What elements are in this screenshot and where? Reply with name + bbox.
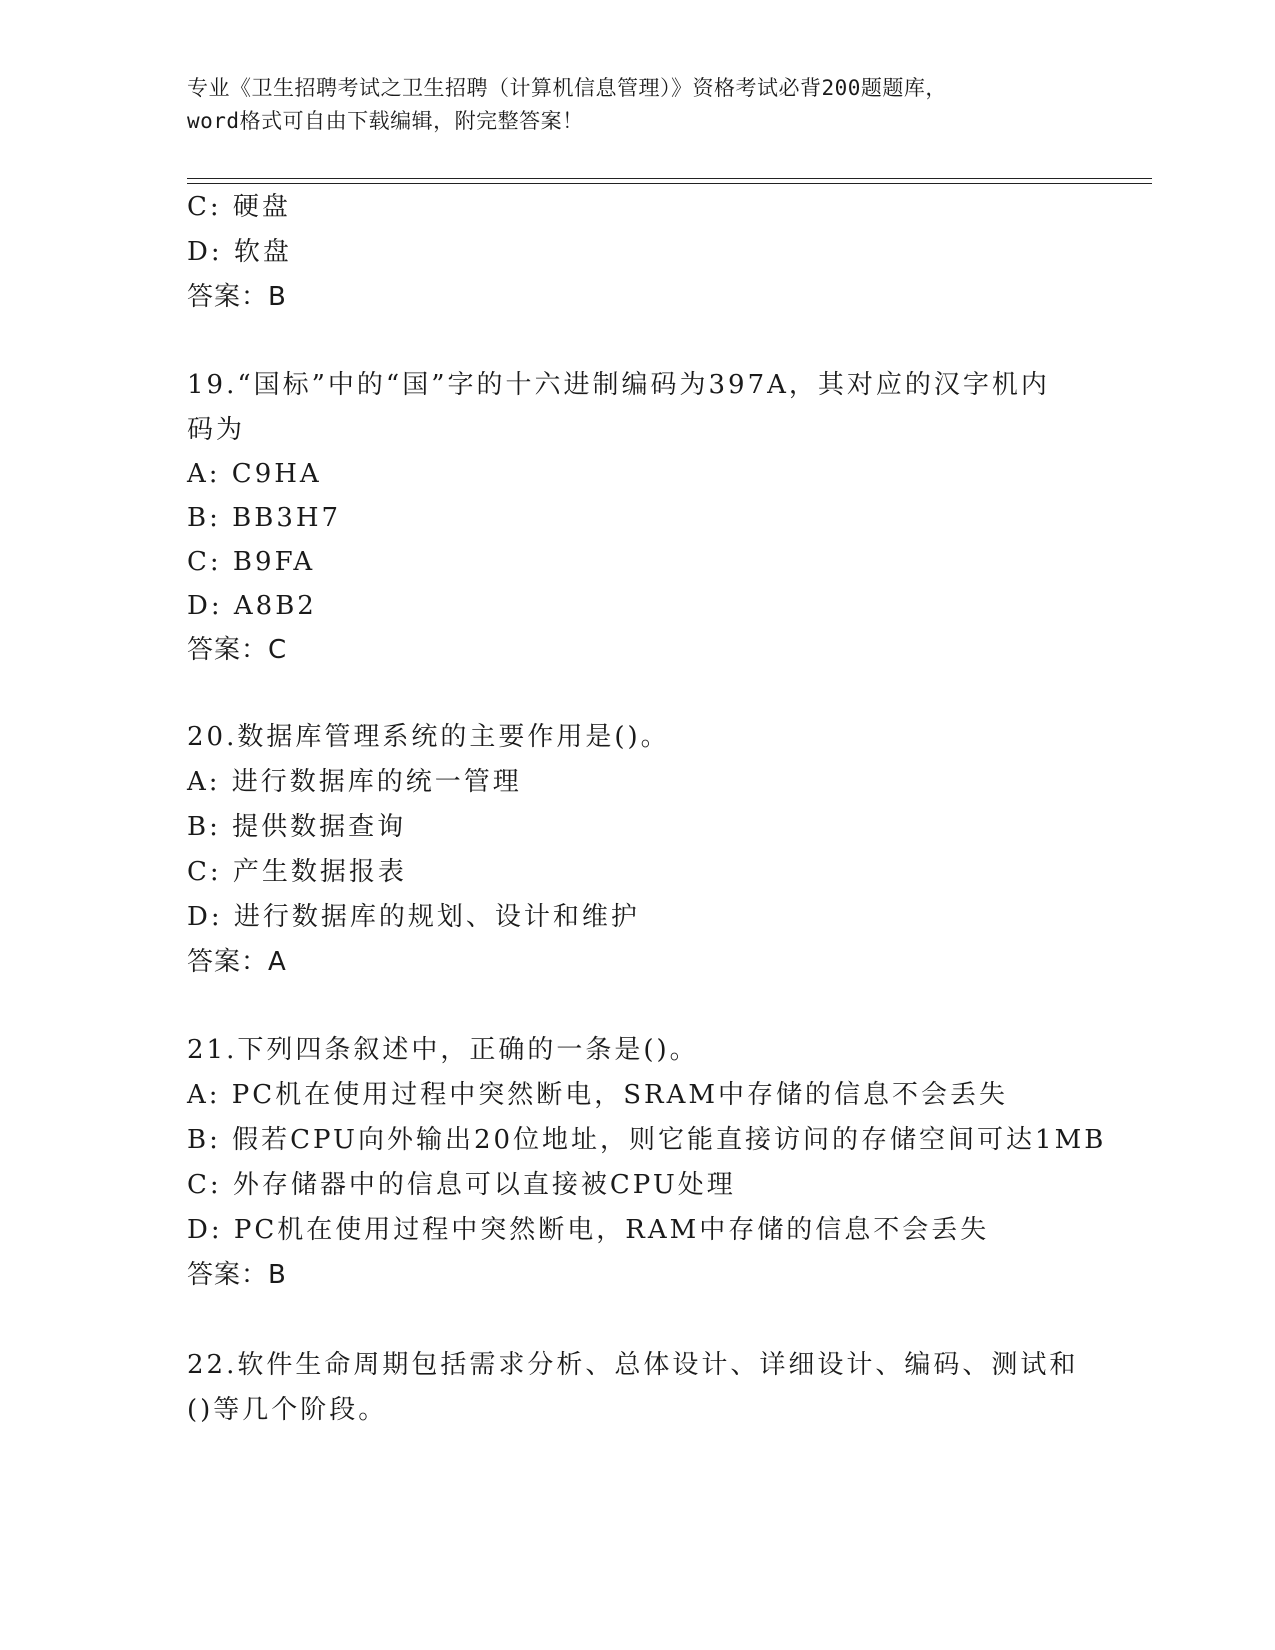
q21-option-a: A: PC机在使用过程中突然断电，SRAM中存储的信息不会丢失: [187, 1080, 1008, 1110]
q19-question-line1: 19.“国标”中的“国”字的十六进制编码为397A，其对应的汉字机内: [187, 370, 1050, 400]
q21-option-d: D: PC机在使用过程中突然断电，RAM中存储的信息不会丢失: [187, 1215, 990, 1245]
q22-question-line1: 22.软件生命周期包括需求分析、总体设计、详细设计、编码、测试和: [187, 1350, 1079, 1380]
header-title-line1: 专业《卫生招聘考试之卫生招聘（计算机信息管理）》资格考试必背200题题库，: [187, 76, 947, 100]
q19-option-a: A: C9HA: [187, 459, 322, 489]
q19-question-line2: 码为: [187, 415, 246, 445]
q22-question-line2: ()等几个阶段。: [187, 1395, 388, 1425]
q18-answer: 答案：B: [187, 282, 287, 312]
q21-question: 21.下列四条叙述中，正确的一条是()。: [187, 1035, 699, 1065]
q21-option-b: B: 假若CPU向外输出20位地址，则它能直接访问的存储空间可达1MB: [187, 1125, 1107, 1155]
q19-answer: 答案：C: [187, 635, 288, 665]
q21-option-c: C: 外存储器中的信息可以直接被CPU处理: [187, 1170, 736, 1200]
q20-option-a: A: 进行数据库的统一管理: [187, 767, 522, 797]
header-divider-bottom: [187, 183, 1152, 184]
q18-option-d: D: 软盘: [187, 237, 292, 267]
q20-option-b: B: 提供数据查询: [187, 812, 407, 842]
header-divider-top: [187, 178, 1152, 179]
header-title-line2: word格式可自由下载编辑，附完整答案！: [187, 109, 584, 133]
q20-option-c: C: 产生数据报表: [187, 857, 407, 887]
q20-answer: 答案：A: [187, 947, 287, 977]
q19-option-b: B: BB3H7: [187, 503, 342, 533]
q21-answer: 答案：B: [187, 1260, 287, 1290]
q20-question: 20.数据库管理系统的主要作用是()。: [187, 722, 670, 752]
q19-option-c: C: B9FA: [187, 547, 316, 577]
document-header: [187, 72, 1087, 138]
q20-option-d: D: 进行数据库的规划、设计和维护: [187, 902, 640, 932]
q19-option-d: D: A8B2: [187, 591, 317, 621]
q18-option-c: C: 硬盘: [187, 192, 291, 222]
